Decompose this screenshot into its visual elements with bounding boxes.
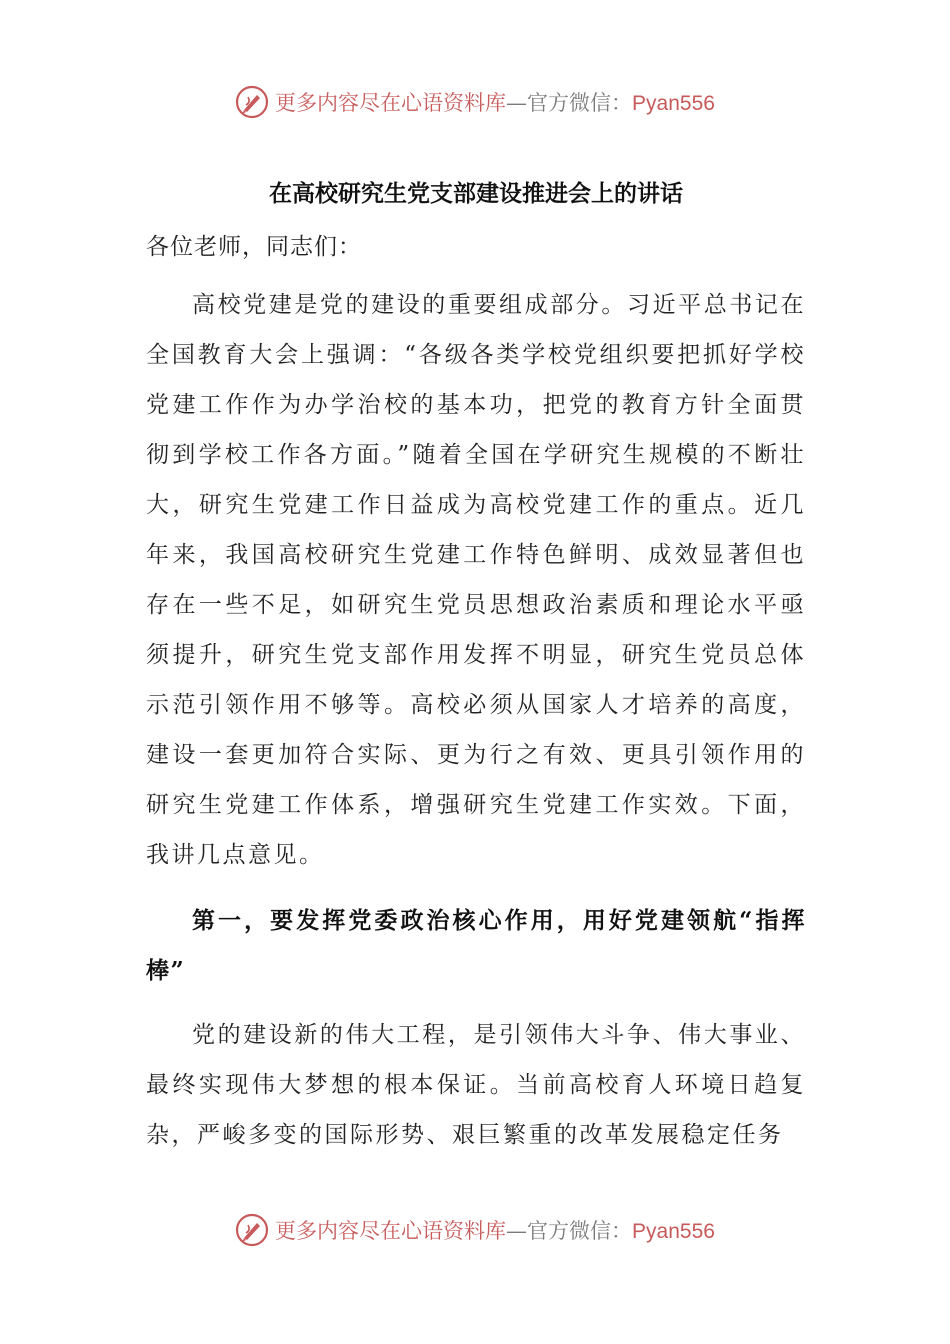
- watermark-text: [275, 87, 715, 117]
- watermark-separator: —: [506, 91, 528, 115]
- document-title: 在高校研究生党支部建设推进会上的讲话: [269, 180, 683, 207]
- pen-logo-icon: [235, 1213, 269, 1247]
- document-salutation: 各位老师，同志们：: [146, 234, 362, 260]
- watermark-wechat-id: Pyan556: [632, 1220, 715, 1243]
- paragraph-1: 高校党建是党的建设的重要组成部分。习近平总书记在全国教育大会上强调：“各级各类学校党组织要把抓好学校党建工作作为办学治校的基本功，把党的教育方针全面贯彻到学校工作各方面。”随着全国在学研究生规模的不断壮大，研究生党建工作日益成为高校党建工作的重点。近几年来，我国高校研究生党建工作特色鲜明、成效显著但也存在一些不足，如研究生党员思想政治素质和理论水平亟须提升，研究生党支部作用发挥不明显，研究生党员总体示范引领作用不够等。高校必须从国家人才培养的高度，建设一套更加符合实际、更为行之有效、更具引领作用的研究生党建工作体系，增强研究生党建工作实效。下面，我讲几点意见。: [146, 292, 806, 868]
- section-heading-1: 第一，要发挥党委政治核心作用，用好党建领航“指挥棒”: [146, 907, 806, 984]
- document-body: [146, 168, 806, 1160]
- watermark-separator: —: [506, 1219, 528, 1243]
- watermark-wechat-id: Pyan556: [632, 92, 715, 115]
- watermark-brand-text: 更多内容尽在心语资料库: [275, 91, 507, 115]
- watermark-wechat-label: 官方微信：: [527, 91, 633, 115]
- watermark-text: [275, 1215, 715, 1245]
- watermark-banner-bottom: [0, 1208, 950, 1252]
- watermark-banner-top: [0, 80, 950, 124]
- watermark-wechat-label: 官方微信：: [527, 1219, 633, 1243]
- watermark-brand-text: 更多内容尽在心语资料库: [275, 1219, 507, 1243]
- pen-logo-icon: [235, 85, 269, 119]
- paragraph-2: 党的建设新的伟大工程，是引领伟大斗争、伟大事业、最终实现伟大梦想的根本保证。当前高校育人环境日趋复杂，严峻多变的国际形势、艰巨繁重的改革发展稳定任务: [146, 1022, 806, 1148]
